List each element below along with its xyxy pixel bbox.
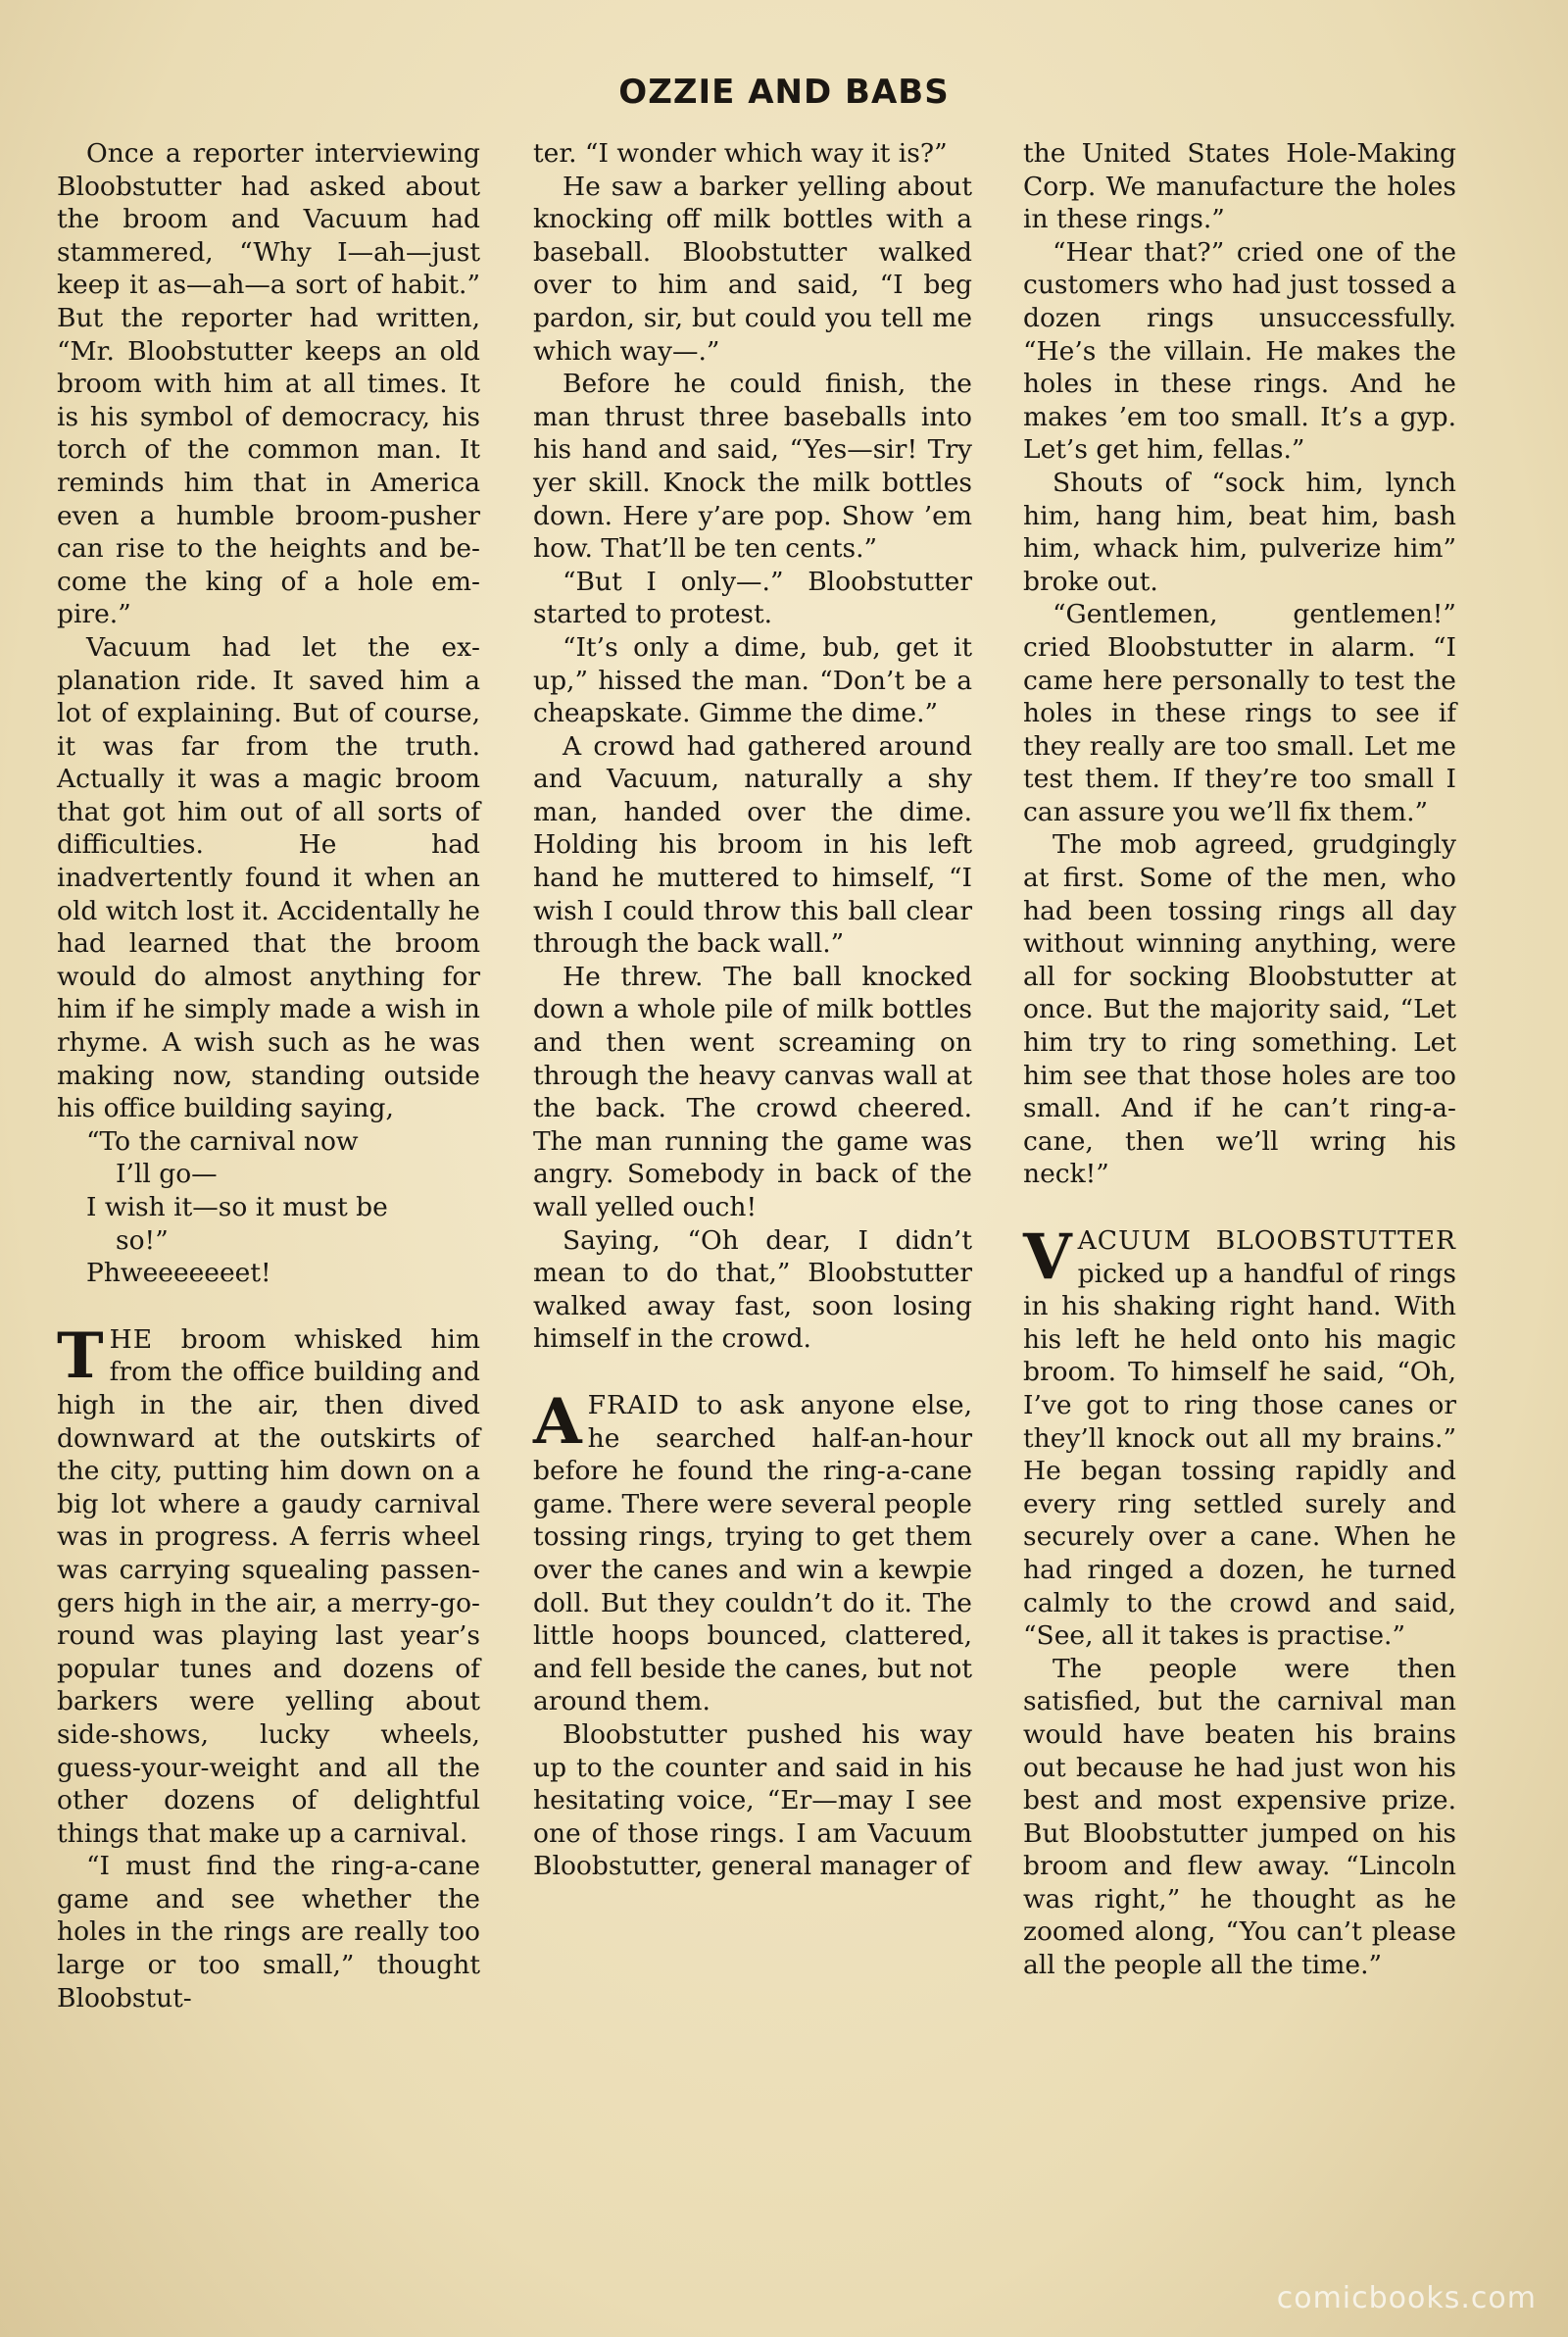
lead-word: ACUUM BLOOBSTUTTER — [1077, 1225, 1456, 1256]
paragraph: The people were then satisfied, but the carnival man would have beaten his brains out because he had just won his best and most expensive prize. But Bloobstutter jumped on his broom and flew away. “Lincoln was right,” he thought as he zoomed along, “You can’t please all the people all the time.” — [1023, 1653, 1456, 1981]
paragraph: He threw. The ball knocked down a whole pile of milk bottles and then went screaming on through the heavy canvas wall at the back. The crowd cheered. The man running the game was angry. Somebody in back of the wall yelled ouch! — [533, 961, 972, 1222]
paragraph-text: to ask anyone else, he searched half-an-hour before he found the ring-a-cane game. There were several people tossing rings, trying to get them over the canes and win a kewpie doll. But they couldn’t do it. The little hoops bounced, clattered, and fell beside the canes, but not around them. — [533, 1389, 972, 1717]
watermark: comicbooks.com — [1276, 2281, 1537, 2315]
paragraph: Vacuum had let the explanation ride. It saved him a lot of explaining. But of course, it was far from the truth. Actually it was a magic broom that got him out of all sorts of difficulties. He had inadvertently found it when an old witch lost it. Accidentally he had learned that the broom would do almost anything for him if he simply made a wish in rhyme. A wish such as he was making now, standing outside his office building saying, — [57, 631, 480, 1124]
verse-line: I’ll go— — [116, 1159, 218, 1190]
paragraph: “Hear that?” cried one of the customers who had just tossed a dozen rings unsuccessfully. “He’s the villain. He makes the holes in these rings. And he makes ’em too small. It’s a gyp. Let’s get him, fellas.” — [1023, 236, 1456, 466]
paragraph: Once a reporter interviewing Bloobstutter had asked about the broom and Vacuum had stammered, “Why I—ah—just keep it as—ah—a sort of habit.” But the reporter had written, “Mr. Bloobstutter keeps an old broom with him at all times. It is his symbol of democracy, his torch of the common man. It reminds him that in America even a humble broom-pusher can rise to the heights and become the king of a hole empire.” — [57, 138, 480, 630]
lead-word: HE — [109, 1323, 154, 1355]
paragraph: “It’s only a dime, bub, get it up,” hissed the man. “Don’t be a cheapskate. Gimme the dime.” — [533, 631, 972, 729]
paragraph: the United States Hole-Making Corp. We manufacture the holes in these rings.” — [1023, 138, 1456, 235]
column-3 — [1023, 137, 1456, 1982]
paragraph: The mob agreed, grudgingly at first. Some of the men, who had been tossing rings all day without winning anything, were all for socking Bloobstutter at once. But the majority said, “Let him try to ring something. Let him see that those holes are too small. And if he can’t ring-a-cane, then we’ll wring his neck!” — [1023, 829, 1456, 1190]
column-2 — [533, 137, 972, 1883]
drop-cap: V — [1023, 1220, 1072, 1294]
paragraph: A crowd had gathered around and Vacuum, naturally a shy man, handed over the dime. Holding his broom in his left hand he muttered to himself, “I wish I could throw this ball clear through the back wall.” — [533, 730, 972, 960]
verse-line: I wish it—so it must be — [86, 1192, 388, 1222]
paragraph: ter. “I wonder which way it is?” — [533, 138, 948, 169]
paragraph: Before he could finish, the man thrust three baseballs into his hand and said, “Yes—sir! Try yer skill. Knock the milk bottles down. Here y’are pop. Show ’em how. That’ll be ten cents.” — [533, 369, 972, 565]
section-break — [533, 1356, 972, 1389]
section-break — [57, 1290, 480, 1323]
paragraph: Saying, “Oh dear, I didn’t mean to do that,” Bloobstutter walked away fast, soon losing himself in the crowd. — [533, 1224, 972, 1355]
paragraph: “But I only—.” Bloobstutter started to protest. — [533, 566, 972, 630]
paragraph: “I must find the ring-a-cane game and see whether the holes in the rings are really too large or too small,” thought Bloobstut- — [57, 1851, 480, 2014]
paragraph-text: picked up a handful of rings in his shaking right hand. With his left he held onto his magic broom. To himself he said, “Oh, I’ve got to ring those canes or they’ll knock out all my brains.” He began tossing rapidly and every ring settled surely and securely over a cane. When he had ringed a dozen, he turned calmly to the crowd and said, “See, all it takes is practise.” — [1023, 1258, 1456, 1652]
section-paragraph — [57, 1318, 480, 1851]
sound-effect: Phweeeeeeet! — [86, 1258, 271, 1289]
section-paragraph — [1023, 1220, 1456, 1653]
paragraph-text: broom whisked him from the office building and high in the air, then dived downward at the outskirts of the city, putting him down on a big lot where a gaudy carnival was in progress. A ferris wheel was carrying squealing passengers high in the air, a merry-go-round was playing last year’s popular tunes and dozens of barkers were yelling about side-shows, lucky wheels, guess-your-weight and all the other dozens of delightful things that make up a carnival. — [57, 1323, 480, 1849]
lead-word: FRAID — [587, 1389, 680, 1420]
verse-line: so!” — [116, 1224, 169, 1256]
drop-cap: A — [533, 1384, 582, 1459]
paragraph: He saw a barker yelling about knocking off milk bottles with a baseball. Bloobstutter walked over to him and said, “I beg pardon, sir, but could you tell me which way—.” — [533, 171, 972, 367]
column-1 — [57, 137, 480, 2014]
page-title: OZZIE AND BABS — [618, 73, 950, 112]
paragraph: Shouts of “sock him, lynch him, hang him, beat him, bash him, whack him, pulverize him” broke out. — [1023, 467, 1456, 597]
section-paragraph — [533, 1384, 972, 1718]
paragraph: “Gentlemen, gentlemen!” cried Bloobstutter in alarm. “I came here personally to test the holes in these rings to see if they really are too small. Let me test them. If they’re too small I can assure you we’ll fix them.” — [1023, 599, 1456, 827]
drop-cap: T — [57, 1318, 104, 1393]
paragraph: Bloobstutter pushed his way up to the counter and said in his hesitating voice, “Er—may I see one of those rings. I am Vacuum Bloobstutter, general manager of — [533, 1718, 972, 1882]
section-break — [1023, 1191, 1456, 1224]
verse-line: “To the carnival now — [86, 1125, 359, 1157]
